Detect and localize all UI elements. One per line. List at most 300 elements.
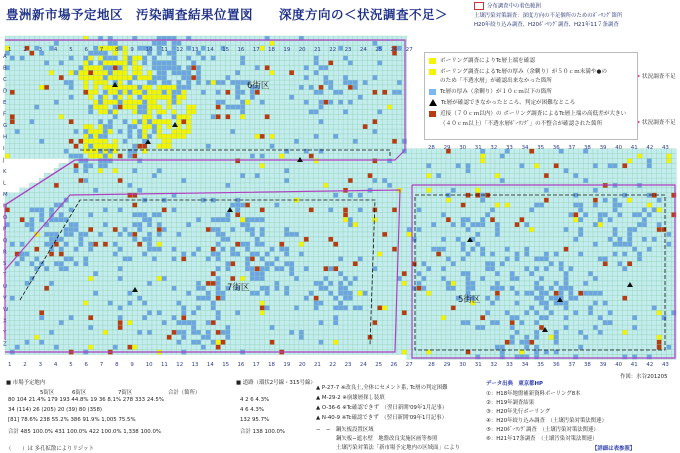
- grid-cell: [549, 203, 554, 208]
- grid-cell: [74, 105, 79, 110]
- grid-cell: [250, 114, 255, 119]
- grid-cell: [30, 203, 35, 208]
- grid-cell: [240, 168, 245, 173]
- grid-cell: [88, 51, 93, 56]
- grid-cell: [157, 119, 162, 124]
- grid-cell: [338, 110, 343, 115]
- grid-cell: [59, 149, 64, 154]
- grid-cell: [534, 247, 539, 252]
- grid-cell: [338, 129, 343, 134]
- grid-cell: [103, 257, 108, 262]
- grid-cell: [235, 237, 240, 242]
- grid-cell: [328, 193, 333, 198]
- grid-cell: [88, 247, 93, 252]
- grid-cell: [25, 139, 30, 144]
- grid-cell: [270, 237, 275, 242]
- grid-cell: [338, 227, 343, 232]
- grid-cell: [397, 46, 402, 51]
- grid-cell: [657, 178, 662, 183]
- grid-cell: [304, 144, 309, 149]
- grid-cell: [314, 95, 319, 100]
- grid-cell: [392, 56, 397, 61]
- grid-cell: [93, 144, 98, 149]
- grid-cell: [255, 247, 260, 252]
- grid-cell: [167, 212, 172, 217]
- grid-cell: [201, 90, 206, 95]
- grid-cell: [338, 100, 343, 105]
- grid-cell: [657, 203, 662, 208]
- grid-cell: [113, 178, 118, 183]
- grid-cell: [44, 237, 49, 242]
- grid-cell: [524, 237, 529, 242]
- grid-cell: [49, 149, 54, 154]
- grid-cell: [162, 154, 167, 159]
- grid-cell: [573, 252, 578, 257]
- grid-cell: [436, 159, 441, 164]
- grid-cell: [98, 183, 103, 188]
- grid-cell: [10, 129, 15, 134]
- grid-cell: [524, 232, 529, 237]
- grid-cell: [480, 217, 485, 222]
- grid-cell: [667, 168, 672, 173]
- grid-cell: [284, 85, 289, 90]
- grid-cell: [216, 61, 221, 66]
- grid-cell: [172, 168, 177, 173]
- grid-cell: [348, 212, 353, 217]
- grid-cell: [39, 114, 44, 119]
- grid-cell: [397, 51, 402, 56]
- grid-cell: [5, 232, 10, 237]
- grid-cell: [377, 212, 382, 217]
- grid-cell: [34, 208, 39, 213]
- grid-cell: [603, 159, 608, 164]
- grid-cell: [216, 46, 221, 51]
- grid-cell: [284, 208, 289, 213]
- grid-cell: [211, 56, 216, 61]
- grid-cell: [30, 61, 35, 66]
- grid-cell: [319, 114, 324, 119]
- grid-cell: [54, 61, 59, 66]
- grid-cell: [377, 193, 382, 198]
- grid-cell: [471, 178, 476, 183]
- grid-cell: [289, 168, 294, 173]
- grid-cell: [309, 257, 314, 262]
- grid-cell: [456, 173, 461, 178]
- grid-cell: [152, 159, 157, 164]
- grid-cell: [128, 70, 133, 75]
- grid-cell: [358, 61, 363, 66]
- grid-cell: [201, 149, 206, 154]
- grid-cell: [333, 217, 338, 222]
- grid-cell: [221, 159, 226, 164]
- grid-cell: [275, 80, 280, 85]
- grid-cell: [422, 237, 427, 242]
- grid-cell: [299, 257, 304, 262]
- grid-cell: [275, 56, 280, 61]
- grid-cell: [123, 129, 128, 134]
- grid-cell: [632, 168, 637, 173]
- grid-cell: [338, 119, 343, 124]
- grid-cell: [34, 134, 39, 139]
- grid-cell: [422, 232, 427, 237]
- grid-cell: [206, 212, 211, 217]
- grid-cell: [211, 61, 216, 66]
- grid-cell: [314, 173, 319, 178]
- grid-cell: [647, 173, 652, 178]
- grid-cell: [93, 247, 98, 252]
- grid-cell: [64, 232, 69, 237]
- grid-cell: [314, 114, 319, 119]
- grid-cell: [25, 70, 30, 75]
- grid-cell: [294, 208, 299, 213]
- grid-cell: [167, 257, 172, 262]
- grid-cell: [417, 227, 422, 232]
- grid-cell: [230, 110, 235, 115]
- grid-cell: [466, 247, 471, 252]
- grid-cell: [275, 232, 280, 237]
- grid-cell: [475, 154, 480, 159]
- grid-cell: [451, 208, 456, 213]
- grid-cell: [319, 119, 324, 124]
- grid-cell: [549, 154, 554, 159]
- grid-cell: [495, 208, 500, 213]
- grid-cell: [25, 105, 30, 110]
- grid-cell: [20, 232, 25, 237]
- grid-cell: [216, 114, 221, 119]
- grid-cell: [79, 80, 84, 85]
- grid-cell: [54, 261, 59, 266]
- grid-cell: [30, 257, 35, 262]
- grid-cell: [83, 242, 88, 247]
- grid-cell: [201, 217, 206, 222]
- grid-cell: [377, 163, 382, 168]
- grid-cell: [397, 56, 402, 61]
- grid-cell: [461, 237, 466, 242]
- grid-cell: [451, 154, 456, 159]
- grid-cell: [255, 61, 260, 66]
- grid-cell: [74, 46, 79, 51]
- grid-cell: [226, 247, 231, 252]
- grid-cell: [304, 80, 309, 85]
- grid-cell: [377, 41, 382, 46]
- grid-cell: [647, 257, 652, 262]
- grid-cell: [113, 173, 118, 178]
- grid-cell: [216, 119, 221, 124]
- grid-cell: [667, 178, 672, 183]
- grid-cell: [495, 203, 500, 208]
- grid-cell: [436, 154, 441, 159]
- grid-cell: [534, 178, 539, 183]
- grid-cell: [333, 75, 338, 80]
- grid-cell: [260, 51, 265, 56]
- grid-cell: [201, 183, 206, 188]
- grid-cell: [422, 173, 427, 178]
- grid-cell: [510, 227, 515, 232]
- grid-cell: [422, 227, 427, 232]
- grid-cell: [480, 173, 485, 178]
- grid-cell: [142, 159, 147, 164]
- grid-cell: [25, 232, 30, 237]
- grid-cell: [10, 65, 15, 70]
- grid-cell: [54, 154, 59, 159]
- grid-cell: [255, 100, 260, 105]
- grid-cell: [324, 178, 329, 183]
- grid-cell: [343, 168, 348, 173]
- grid-cell: [382, 232, 387, 237]
- grid-cell: [270, 159, 275, 164]
- grid-cell: [402, 61, 407, 66]
- grid-cell: [554, 222, 559, 227]
- grid-cell: [103, 154, 108, 159]
- grid-cell: [79, 188, 84, 193]
- grid-cell: [338, 178, 343, 183]
- grid-cell: [505, 188, 510, 193]
- grid-cell: [490, 252, 495, 257]
- grid-cell: [88, 173, 93, 178]
- grid-cell: [309, 105, 314, 110]
- grid-cell: [333, 168, 338, 173]
- grid-cell: [201, 144, 206, 149]
- grid-cell: [304, 178, 309, 183]
- grid-cell: [79, 65, 84, 70]
- grid-cell: [98, 70, 103, 75]
- grid-cell: [147, 252, 152, 257]
- grid-cell: [333, 114, 338, 119]
- grid-cell: [44, 124, 49, 129]
- grid-cell: [137, 65, 142, 70]
- grid-cell: [304, 124, 309, 129]
- grid-cell: [157, 163, 162, 168]
- grid-cell: [132, 124, 137, 129]
- grid-cell: [353, 41, 358, 46]
- grid-cell: [471, 168, 476, 173]
- grid-cell: [358, 183, 363, 188]
- grid-cell: [284, 41, 289, 46]
- grid-cell: [559, 257, 564, 262]
- grid-cell: [632, 178, 637, 183]
- grid-cell: [319, 237, 324, 242]
- grid-cell: [348, 70, 353, 75]
- grid-cell: [64, 178, 69, 183]
- grid-cell: [377, 222, 382, 227]
- grid-cell: [211, 65, 216, 70]
- grid-cell: [353, 222, 358, 227]
- grid-cell: [456, 154, 461, 159]
- grid-cell: [74, 247, 79, 252]
- grid-cell: [608, 217, 613, 222]
- grid-cell: [402, 193, 407, 198]
- grid-cell: [495, 154, 500, 159]
- grid-cell: [167, 217, 172, 222]
- grid-cell: [216, 105, 221, 110]
- grid-cell: [319, 188, 324, 193]
- grid-cell: [284, 252, 289, 257]
- grid-cell: [598, 159, 603, 164]
- grid-cell: [10, 119, 15, 124]
- grid-cell: [177, 237, 182, 242]
- grid-cell: [279, 70, 284, 75]
- grid-cell: [260, 56, 265, 61]
- grid-cell: [103, 227, 108, 232]
- grid-cell: [25, 227, 30, 232]
- grid-cell: [564, 242, 569, 247]
- grid-cell: [622, 227, 627, 232]
- grid-cell: [382, 163, 387, 168]
- grid-cell: [284, 163, 289, 168]
- grid-cell: [93, 222, 98, 227]
- grid-cell: [83, 183, 88, 188]
- grid-cell: [196, 139, 201, 144]
- grid-cell: [510, 178, 515, 183]
- grid-cell: [226, 139, 231, 144]
- grid-cell: [515, 198, 520, 203]
- grid-cell: [79, 242, 84, 247]
- grid-cell: [137, 114, 142, 119]
- grid-cell: [314, 242, 319, 247]
- grid-cell: [333, 105, 338, 110]
- grid-cell: [240, 75, 245, 80]
- grid-cell: [510, 154, 515, 159]
- grid-cell: [583, 227, 588, 232]
- grid-cell: [333, 90, 338, 95]
- grid-cell: [34, 56, 39, 61]
- grid-cell: [113, 217, 118, 222]
- grid-cell: [250, 227, 255, 232]
- grid-cell: [662, 232, 667, 237]
- grid-cell: [358, 168, 363, 173]
- grid-cell: [544, 252, 549, 257]
- grid-cell: [260, 149, 265, 154]
- grid-cell: [358, 178, 363, 183]
- grid-cell: [569, 208, 574, 213]
- grid-cell: [108, 222, 113, 227]
- grid-cell: [284, 217, 289, 222]
- grid-cell: [343, 119, 348, 124]
- grid-cell: [309, 159, 314, 164]
- grid-cell: [461, 154, 466, 159]
- grid-cell: [123, 51, 128, 56]
- grid-cell: [549, 222, 554, 227]
- grid-cell: [539, 178, 544, 183]
- grid-cell: [113, 75, 118, 80]
- grid-cell: [20, 212, 25, 217]
- grid-cell: [343, 80, 348, 85]
- grid-cell: [299, 75, 304, 80]
- grid-cell: [417, 242, 422, 247]
- grid-cell: [637, 203, 642, 208]
- grid-cell: [333, 247, 338, 252]
- grid-cell: [93, 257, 98, 262]
- grid-cell: [294, 252, 299, 257]
- grid-cell: [569, 188, 574, 193]
- grid-cell: [118, 227, 123, 232]
- grid-cell: [402, 110, 407, 115]
- grid-cell: [392, 242, 397, 247]
- grid-cell: [177, 232, 182, 237]
- grid-cell: [441, 154, 446, 159]
- grid-cell: [578, 173, 583, 178]
- grid-cell: [10, 114, 15, 119]
- grid-cell: [598, 168, 603, 173]
- grid-cell: [15, 61, 20, 66]
- grid-cell: [289, 247, 294, 252]
- grid-cell: [564, 178, 569, 183]
- grid-cell: [44, 100, 49, 105]
- grid-cell: [324, 90, 329, 95]
- grid-cell: [373, 227, 378, 232]
- grid-cell: [181, 61, 186, 66]
- grid-cell: [667, 198, 672, 203]
- grid-cell: [177, 144, 182, 149]
- grid-cell: [289, 90, 294, 95]
- grid-cell: [245, 119, 250, 124]
- grid-cell: [353, 144, 358, 149]
- grid-cell: [495, 222, 500, 227]
- grid-cell: [353, 257, 358, 262]
- grid-cell: [284, 129, 289, 134]
- grid-cell: [147, 257, 152, 262]
- grid-cell: [319, 257, 324, 262]
- grid-cell: [108, 70, 113, 75]
- grid-cell: [618, 178, 623, 183]
- grid-cell: [358, 119, 363, 124]
- grid-cell: [132, 237, 137, 242]
- grid-cell: [191, 41, 196, 46]
- grid-cell: [613, 257, 618, 262]
- grid-cell: [59, 217, 64, 222]
- grid-cell: [534, 154, 539, 159]
- grid-cell: [642, 178, 647, 183]
- grid-cell: [480, 208, 485, 213]
- grid-cell: [426, 178, 431, 183]
- grid-cell: [294, 183, 299, 188]
- grid-cell: [181, 222, 186, 227]
- grid-cell: [113, 222, 118, 227]
- grid-cell: [461, 217, 466, 222]
- grid-cell: [221, 114, 226, 119]
- grid-cell: [88, 56, 93, 61]
- grid-cell: [260, 70, 265, 75]
- grid-cell: [34, 212, 39, 217]
- grid-cell: [515, 227, 520, 232]
- grid-cell: [392, 154, 397, 159]
- grid-cell: [270, 41, 275, 46]
- grid-cell: [505, 242, 510, 247]
- grid-cell: [10, 134, 15, 139]
- grid-cell: [20, 257, 25, 262]
- grid-cell: [250, 70, 255, 75]
- grid-cell: [622, 257, 627, 262]
- grid-cell: [652, 257, 657, 262]
- grid-cell: [402, 227, 407, 232]
- grid-cell: [10, 247, 15, 252]
- grid-cell: [132, 247, 137, 252]
- grid-cell: [226, 217, 231, 222]
- grid-cell: [152, 212, 157, 217]
- grid-cell: [186, 134, 191, 139]
- grid-cell: [402, 183, 407, 188]
- grid-cell: [157, 75, 162, 80]
- grid-cell: [157, 242, 162, 247]
- grid-cell: [534, 242, 539, 247]
- grid-cell: [284, 178, 289, 183]
- grid-cell: [49, 56, 54, 61]
- grid-cell: [319, 95, 324, 100]
- grid-cell: [632, 227, 637, 232]
- grid-cell: [451, 232, 456, 237]
- grid-cell: [377, 129, 382, 134]
- grid-cell: [328, 61, 333, 66]
